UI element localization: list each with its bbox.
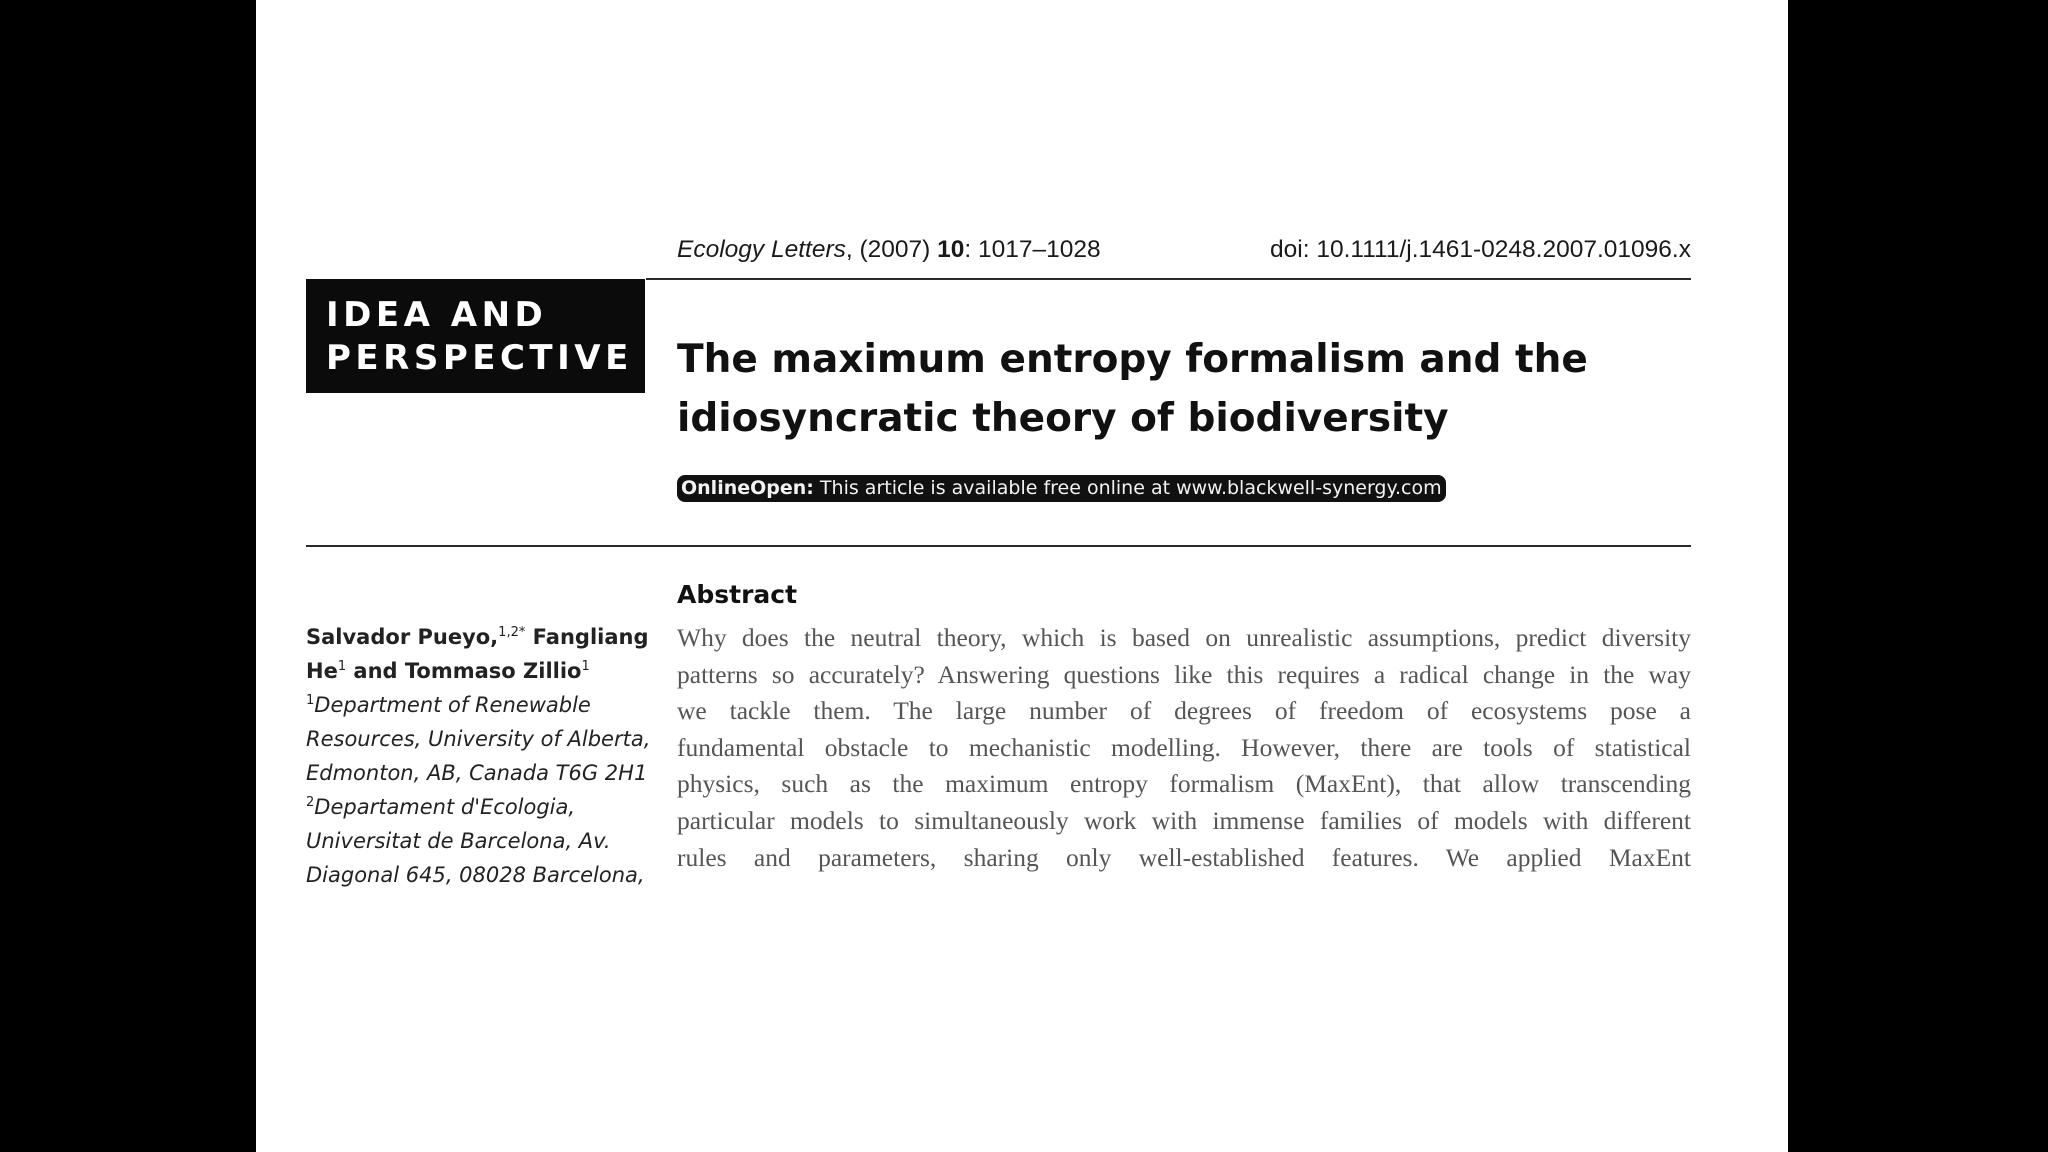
affiliation-2 <box>306 790 646 824</box>
online-open-label: OnlineOpen: <box>681 477 814 499</box>
abstract-body <box>677 620 1691 890</box>
author-he-given: Fangliang <box>525 625 649 649</box>
authors-affiliations <box>306 620 651 892</box>
affiliation-2-cont <box>306 824 646 858</box>
abstract-line: particular models to simultaneously work with immense families of models with different <box>677 805 1691 835</box>
affiliation-2-marker: 2 <box>306 795 315 810</box>
author-pueyo: Salvador Pueyo, <box>306 625 499 649</box>
abstract-line: fundamental obstacle to mechanistic modelling. However, there are tools of statistical <box>677 732 1691 762</box>
journal-year: , (2007) <box>845 236 938 263</box>
abstract-heading: Abstract <box>677 580 798 609</box>
affiliation-line: Edmonton, AB, Canada T6G 2H1 <box>306 761 648 785</box>
author-zillio: and Tommaso Zillio <box>346 659 582 683</box>
category-line-1: IDEA AND <box>326 295 548 335</box>
affiliation-1 <box>306 688 646 722</box>
affiliation-line: Diagonal 645, 08028 Barcelona, <box>306 863 645 887</box>
authors-line-2 <box>306 654 646 688</box>
abstract-line: physics, such as the maximum entropy formalism (MaxEnt), that allow transcending <box>677 769 1691 799</box>
affiliation-line: Universitat de Barcelona, Av. <box>306 829 611 853</box>
document-page <box>256 0 1788 1152</box>
affiliation-line: Resources, University of Alberta, <box>306 727 651 751</box>
author-zillio-affiliation: 1 <box>581 659 590 674</box>
abstract-line: Why does the neutral theory, which is based on unrealistic assumptions, predict diversity <box>677 623 1691 652</box>
abstract-line: we tackle them. The large number of degrees of freedom of ecosystems pose a <box>677 696 1691 726</box>
online-open-badge <box>677 475 1446 502</box>
author-he-family: He <box>306 659 338 683</box>
category-line-2: PERSPECTIVE <box>326 338 633 378</box>
affiliation-1-cont <box>306 722 651 756</box>
online-open-text: This article is available free online at www.blackwell-synergy.com <box>813 477 1442 499</box>
header-divider <box>646 278 1691 280</box>
journal-citation <box>677 236 1101 264</box>
title-line-1: The maximum entropy formalism and the <box>677 337 1588 382</box>
authors-line-1 <box>306 620 649 654</box>
title-line-2: idiosyncratic theory of biodiversity <box>677 396 1449 441</box>
section-divider <box>306 545 1691 547</box>
article-category-badge <box>306 279 645 393</box>
affiliation-line: Departament d'Ecologia, <box>314 795 576 819</box>
article-title <box>677 330 1677 448</box>
doi: doi: 10.1111/j.1461-0248.2007.01096.x <box>1270 236 1691 263</box>
affiliation-2-cont <box>306 858 646 892</box>
author-he-affiliation: 1 <box>337 659 347 674</box>
abstract-line: patterns so accurately? Answering questions like this requires a radical change in the way <box>677 659 1691 689</box>
affiliation-line: Department of Renewable <box>314 693 591 717</box>
journal-name: Ecology Letters <box>677 236 846 263</box>
abstract-line: rules and parameters, sharing only well-established features. We applied MaxEnt <box>677 842 1691 872</box>
journal-volume: 10 <box>937 236 965 263</box>
affiliation-1-marker: 1 <box>306 693 315 708</box>
journal-pages: : 1017–1028 <box>964 236 1101 263</box>
author-pueyo-affiliation: 1,2* <box>498 625 526 640</box>
affiliation-1-cont <box>306 756 646 790</box>
